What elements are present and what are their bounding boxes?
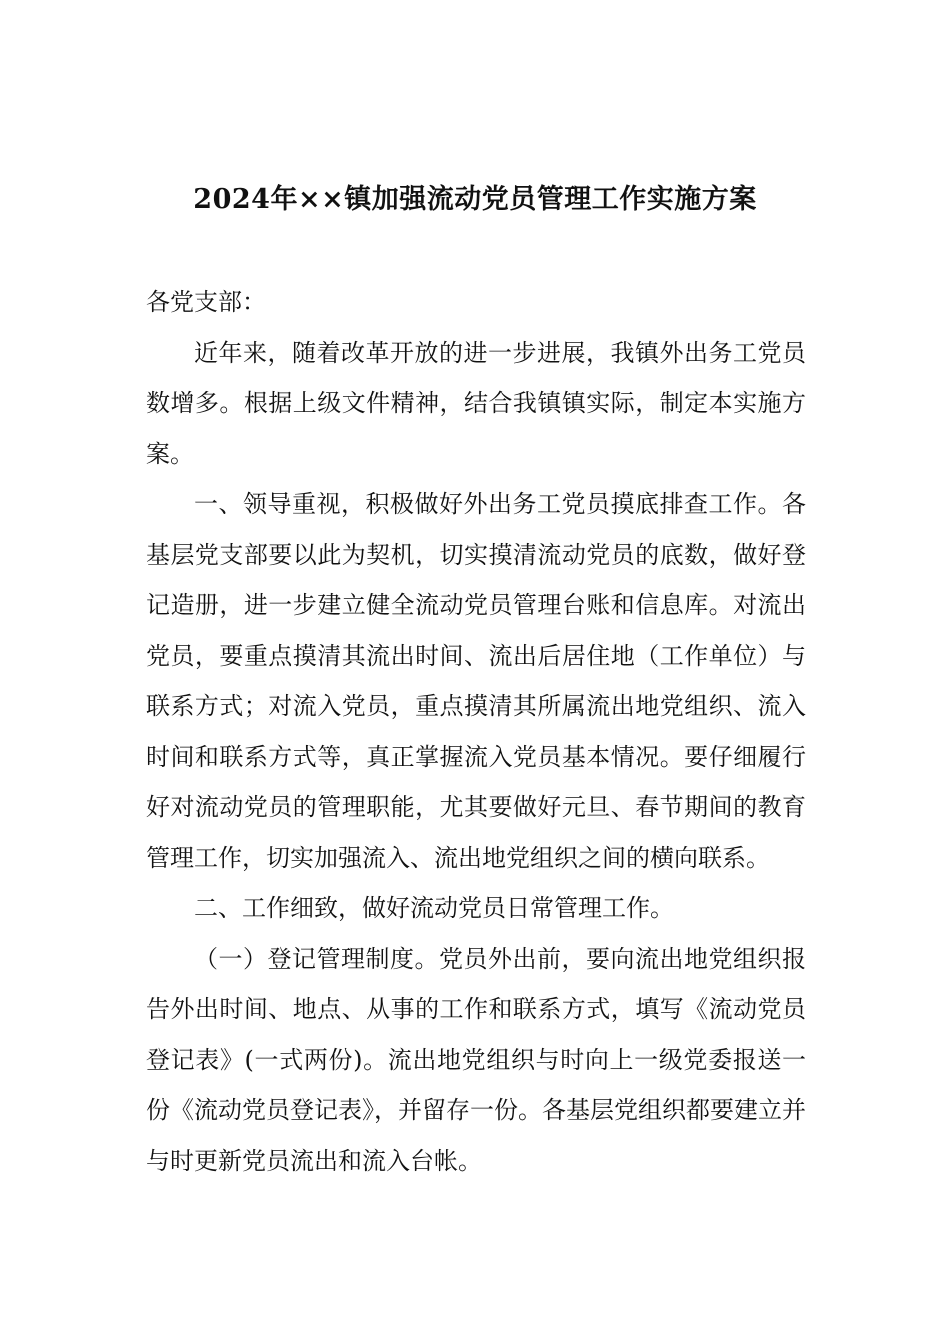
paragraph-subsection-1: （一）登记管理制度。党员外出前，要向流出地党组织报告外出时间、地点、从事的工作和联系方式，填写《流动党员登记表》(一式两份)。流出地党组织与时向上一级党委报送一份《流动党员登记表》，并留存一份。各基层党组织都要建立并与时更新党员流出和流入台帐。 [146, 944, 806, 1175]
document-title: 2024年××镇加强流动党员管理工作实施方案 [193, 184, 757, 215]
salutation: 各党支部： [146, 288, 266, 316]
paragraph-intro: 近年来，随着改革开放的进一步进展，我镇外出务工党员数增多。根据上级文件精神，结合我镇镇实际，制定本实施方案。 [146, 338, 806, 468]
document-body [146, 277, 806, 1186]
paragraph-section-1: 一、领导重视，积极做好外出务工党员摸底排查工作。各基层党支部要以此为契机，切实摸清流动党员的底数，做好登记造册，进一步建立健全流动党员管理台账和信息库。对流出党员，要重点摸清其流出时间、流出后居住地（工作单位）与联系方式；对流入党员，重点摸清其所属流出地党组织、流入时间和联系方式等，真正掌握流入党员基本情况。要仔细履行好对流动党员的管理职能，尤其要做好元旦、春节期间的教育管理工作，切实加强流入、流出地党组织之间的横向联系。 [146, 490, 806, 872]
paragraph-section-2-heading: 二、工作细致，做好流动党员日常管理工作。 [194, 894, 674, 922]
